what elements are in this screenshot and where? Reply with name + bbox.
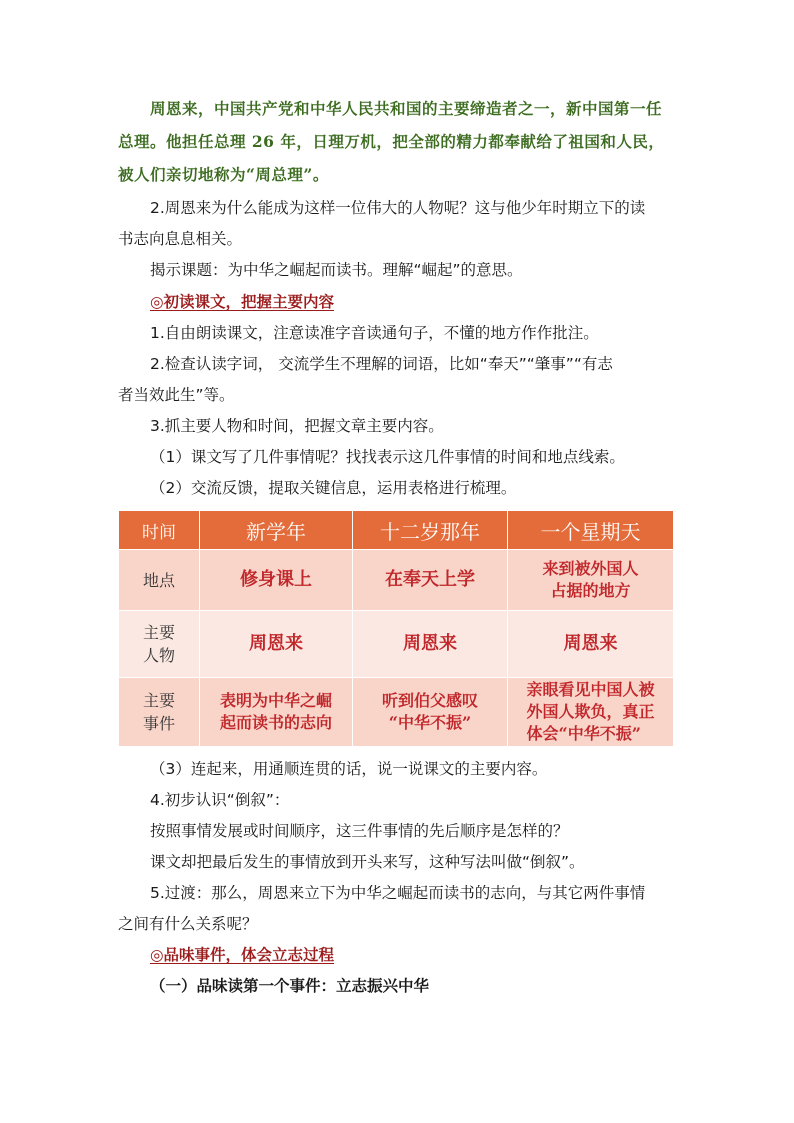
table-cell-text: 来到被外国人 占据的地方 [542, 559, 639, 600]
table-cell: 周恩来 [200, 611, 353, 678]
step-4: 4.初步认识“倒叙”： [150, 791, 290, 809]
step-3: 3.抓主要人物和时间，把握文章主要内容。 [150, 417, 444, 435]
header-cell-new-school-year: 新学年 [200, 511, 353, 550]
table-row-main-person [119, 611, 674, 678]
row-label-place: 地点 [119, 550, 200, 611]
table-cell: 在奉天上学 [353, 550, 508, 611]
row-label-text: 主要 事件 [142, 691, 175, 733]
header-cell-age-twelve: 十二岁那年 [353, 511, 508, 550]
header-cell-time: 时间 [119, 511, 200, 550]
table-cell [508, 678, 674, 747]
summary-table [118, 510, 674, 747]
row-label-main-event [119, 678, 200, 747]
table-cell [200, 678, 353, 747]
table-row-main-event [119, 678, 674, 747]
table-cell [508, 550, 674, 611]
step-4-question-2: 课文却把最后发生的事情放到开头来写，这种写法叫做“倒叙”。 [150, 853, 585, 871]
table-cell-text: 听到伯父感叹 “中华不振” [381, 691, 478, 732]
table-cell: 周恩来 [353, 611, 508, 678]
section-heading-first-reading: ◎初读课文，把握主要内容 [150, 293, 335, 311]
row-label-main-person [119, 611, 200, 678]
intro-line-3: 被人们亲切地称为“周总理”。 [118, 165, 329, 184]
row-label-text: 主要 人物 [142, 623, 175, 665]
step-2-line-2: 者当效此生”等。 [118, 386, 235, 404]
table-header-row [119, 511, 674, 550]
step-3-sub-2: （2）交流反馈，提取关键信息，运用表格进行梳理。 [150, 479, 517, 497]
step-3-sub-1: （1）课文写了几件事情呢？找找表示这几件事情的时间和地点线索。 [150, 448, 625, 466]
para2-line-1: 2.周恩来为什么能成为这样一位伟大的人物呢？这与他少年时期立下的读 [150, 199, 646, 217]
table-cell-text: 亲眼看见中国人被 外国人欺负，真正 体会“中华不振” [526, 680, 655, 743]
intro-line-1: 周恩来，中国共产党和中华人民共和国的主要缔造者之一，新中国第一任 [150, 99, 663, 118]
table-cell-text: 表明为中华之崛 起而读书的志向 [219, 691, 332, 732]
step-2-line-1: 2.检查认读字词， 交流学生不理解的词语，比如“奉天”“肇事”“有志 [150, 355, 613, 373]
subsection-first-event: （一）品味读第一个事件：立志振兴中华 [150, 977, 430, 995]
step-4-question-1: 按照事情发展或时间顺序，这三件事情的先后顺序是怎样的？ [150, 822, 569, 840]
table-cell: 周恩来 [508, 611, 674, 678]
table-cell [353, 678, 508, 747]
section-heading-savor-events: ◎品味事件，体会立志过程 [150, 946, 335, 964]
step-1: 1.自由朗读课文，注意读准字音读通句子，不懂的地方作作批注。 [150, 324, 599, 342]
step-5-line-1: 5.过渡：那么，周恩来立下为中华之崛起而读书的志向，与其它两件事情 [150, 884, 646, 902]
reveal-topic: 揭示课题：为中华之崛起而读书。理解“崛起”的意思。 [150, 261, 523, 279]
intro-line-2: 总理。他担任总理 26 年，日理万机，把全部的精力都奉献给了祖国和人民， [118, 132, 665, 151]
table-row-place [119, 550, 674, 611]
para2-line-2: 书志向息息相关。 [118, 230, 243, 248]
header-cell-one-sunday: 一个星期天 [508, 511, 674, 550]
table-cell: 修身课上 [200, 550, 353, 611]
step-5-line-2: 之间有什么关系呢？ [118, 915, 258, 933]
step-3-sub-3: （3）连起来，用通顺连贯的话，说一说课文的主要内容。 [150, 760, 548, 778]
